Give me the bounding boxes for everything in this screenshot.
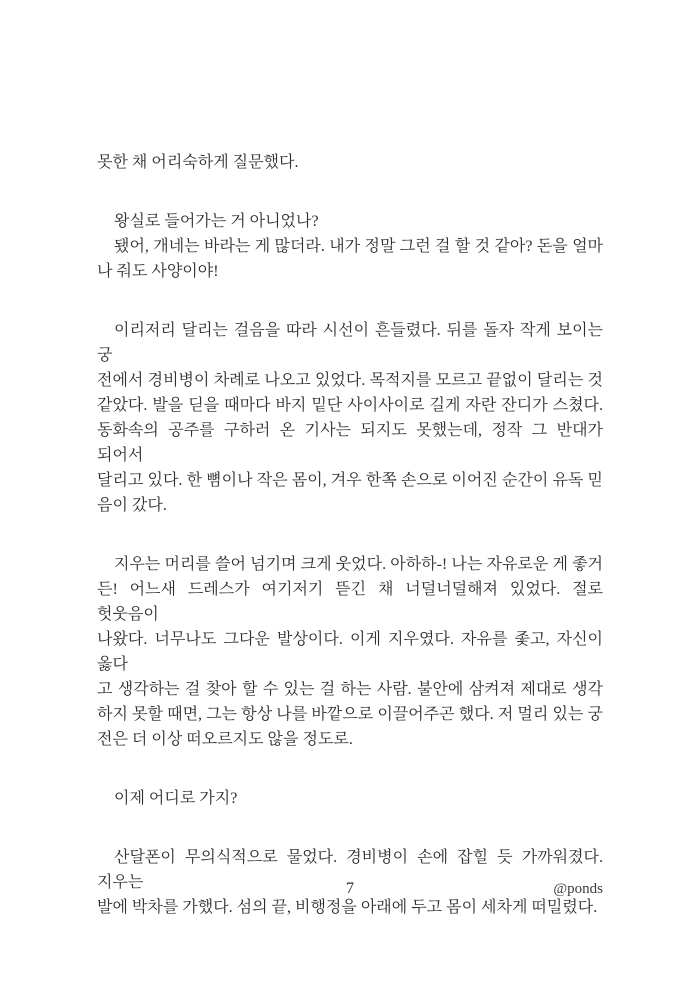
- text-line: 달리고 있다. 한 뼘이나 작은 몸이, 겨우 한쪽 손으로 이어진 순간이 유독 믿: [97, 472, 603, 489]
- paragraph: [97, 552, 603, 752]
- paragraph: [97, 150, 603, 175]
- paragraph: [97, 234, 603, 284]
- text-line: 이제 어디로 가지?: [114, 790, 238, 807]
- text-line: 같았다. 발을 딛을 때마다 바지 밑단 사이사이로 길게 자란 잔디가 스쳤다.: [97, 397, 603, 414]
- text-line: 전에서 경비병이 차례로 나오고 있었다. 목적지를 모르고 끝없이 달리는 것: [97, 372, 603, 389]
- text-line: 이리저리 달리는 걸음을 따라 시선이 흔들렸다. 뒤를 돌자 작게 보이는 궁: [97, 322, 603, 364]
- text-line: 고 생각하는 걸 찾아 할 수 있는 걸 하는 사람. 불안에 삼켜져 제대로 생각: [97, 681, 603, 698]
- text-line: 나 줘도 사양이야!: [97, 263, 219, 280]
- text-line: 나왔다. 너무나도 그다운 발상이다. 이게 지우였다. 자유를 좇고, 자신이 옳다: [97, 631, 603, 673]
- text-line: 산달폰이 무의식적으로 물었다. 경비병이 손에 잡힐 듯 가까워졌다. 지우는: [97, 849, 603, 891]
- paragraph: [97, 209, 603, 234]
- page-number: 7: [346, 880, 354, 897]
- text-line: 됐어, 개네는 바라는 게 많더라. 내가 정말 그런 걸 할 것 같아? 돈을 얼마: [114, 238, 603, 255]
- text-line: 동화속의 공주를 구하러 온 기사는 되지도 못했는데, 정작 그 반대가 되어서: [97, 422, 603, 464]
- author-credit: @ponds: [553, 881, 603, 897]
- text-line: 하지 못할 때면, 그는 항상 나를 바깥으로 이끌어주곤 했다. 저 멀리 있는 궁: [97, 706, 603, 723]
- page-footer: [97, 876, 603, 901]
- text-line: 지우는 머리를 쓸어 넘기며 크게 웃었다. 아하하-! 나는 자유로운 게 좋거: [114, 556, 603, 573]
- paragraph: [97, 786, 603, 811]
- text-line: 발에 박차를 가했다. 섬의 끝, 비행정을 아래에 두고 몸이 세차게 떠밀렸다.: [97, 899, 598, 916]
- text-line: 음이 갔다.: [97, 497, 167, 514]
- text-line: 든! 어느새 드레스가 여기저기 뜯긴 채 너덜너덜해져 있었다. 절로 헛웃음이: [97, 581, 603, 623]
- text-body: [97, 150, 603, 954]
- paragraph: [97, 318, 603, 518]
- text-line: 못한 채 어리숙하게 질문했다.: [97, 154, 299, 171]
- text-line: 왕실로 들어가는 거 아니었나?: [114, 213, 319, 230]
- text-line: 전은 더 이상 떠오르지도 않을 정도로.: [97, 731, 353, 748]
